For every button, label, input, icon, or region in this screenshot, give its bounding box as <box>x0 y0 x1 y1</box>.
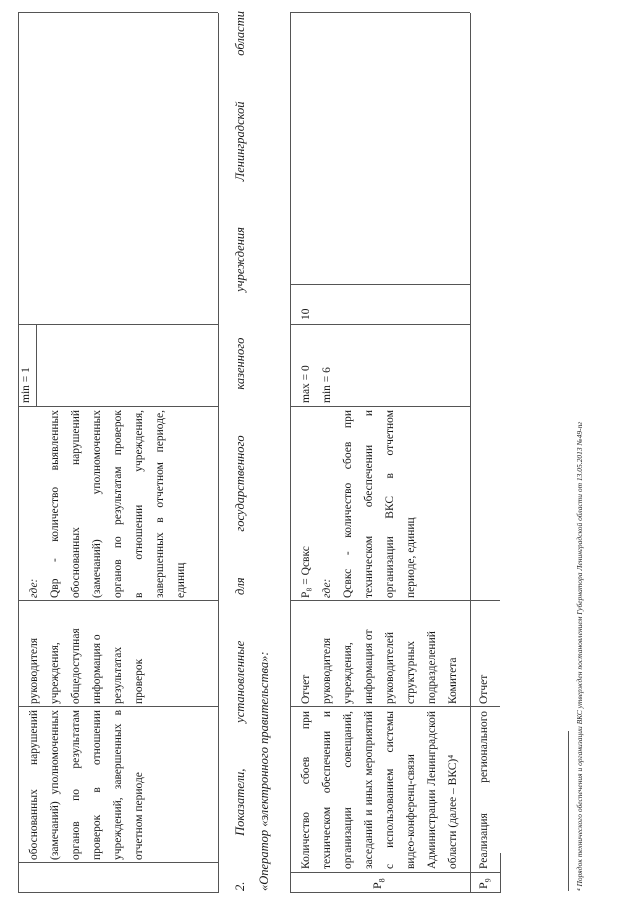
table1-source-line: руководителя <box>28 637 40 704</box>
table2-p8-limits-cell <box>296 327 338 403</box>
table1-source-line: информация о <box>91 634 103 704</box>
p9-name-line: Реализация регионального <box>478 711 490 869</box>
table1-formula-line: Qвр - количество выявленных <box>49 410 61 598</box>
section-2-heading-line-2: «Оператор «электронного правительства»: <box>257 651 271 891</box>
p8-formula-line: Qсвкс - количество сбоев при <box>342 410 354 598</box>
table1-name-line: органов по результатам <box>70 710 82 860</box>
table2-p8-formula-cell <box>296 410 422 598</box>
p9-source-line: Отчет <box>478 674 490 704</box>
table1-formula-line: обоснованных нарушений <box>70 410 82 598</box>
table1-source-cell <box>24 604 150 704</box>
table1-formula-line: (замечаний) уполномоченных <box>91 410 103 598</box>
indicator-p9-subscript: 9 <box>483 878 493 883</box>
table1-formula-line: единиц <box>175 562 187 598</box>
p8-source-line: учреждения, <box>342 642 354 704</box>
indicator-p8-subscript: 8 <box>377 878 387 883</box>
table1-limit-line: min = 1 <box>20 367 32 403</box>
table1-name-line: (замечаний) уполномоченных <box>49 710 61 860</box>
table2-p9-name-cell <box>474 711 495 869</box>
p8-name-line: заседаний и иных мероприятий <box>363 711 375 869</box>
table2-p9-source-cell <box>474 604 495 704</box>
p8-limit-max: max = 0 <box>300 365 312 403</box>
table1-name-line: учреждений, завершенных в <box>112 710 124 860</box>
p8-formula-line: периоде, единиц <box>405 517 417 598</box>
p8-name-line: организации совещаний, <box>342 711 354 869</box>
section-2-heading-line-1: 2. Показатели, установленные для государственного казенного учреждения Ленинградской области <box>233 11 247 891</box>
p8-name-line: видео-конференц-связи <box>405 754 417 869</box>
p8-score: 10 <box>300 308 312 320</box>
p8-formula-line: P₈ = Qсвкс <box>300 546 312 598</box>
table1-source-line: учреждения, <box>49 642 61 704</box>
table1-name-line: обоснованных нарушений <box>28 710 40 860</box>
p8-source-line: структурных <box>405 640 417 704</box>
p8-source-line: Комитета <box>447 657 459 704</box>
p8-source-line: руководителя <box>321 637 333 704</box>
section-2-heading <box>228 11 276 891</box>
table1-source-line: общедоступная <box>70 628 82 704</box>
table1-formula-line: завершенных в отчетном периоде, <box>154 410 166 598</box>
p8-source-line: информация от <box>363 629 375 704</box>
p8-name-line: техническом обеспечении и <box>321 711 333 869</box>
p8-source-line: подразделений <box>426 631 438 704</box>
table1-formula-line: в отношении учреждения, <box>133 410 145 598</box>
p8-limit-min: min = 6 <box>321 367 333 403</box>
p8-formula-line: где: <box>321 578 333 598</box>
p8-name-line: области (далее – ВКС)⁴ <box>447 754 459 869</box>
table1-indicator-name-cell <box>24 710 150 860</box>
p8-formula-line: техническом обеспечении и <box>363 410 375 598</box>
p8-source-line: Отчет <box>300 674 312 704</box>
table1-source-line: результатах <box>112 646 124 704</box>
table1-formula-line: где: <box>28 578 40 598</box>
indicator-p8-label: $P_8$ <box>370 878 387 889</box>
table2-p8-source-cell <box>296 604 464 704</box>
table1-name-line: проверок в отношении <box>91 710 103 860</box>
p8-name-line: Количество сбоев при <box>300 711 312 869</box>
p8-name-line: Администрации Ленинградской <box>426 711 438 869</box>
footnote-text: ⁴ Порядок технического обеспечения и организации ВКС утвержден постановлением Губернатора Ленинградской области от 13.05.2013 №49-пг <box>575 421 584 891</box>
table1-formula-cell <box>24 410 192 598</box>
table2-p8-score-cell <box>296 288 317 320</box>
table1-formula-line: органов по результатам проверок <box>112 410 124 598</box>
p8-name-line: с использованием системы <box>384 711 396 869</box>
table1-name-line: отчетном периоде <box>133 772 145 860</box>
p8-formula-line: организации ВКС в отчетном <box>384 410 396 598</box>
indicator-p9-label: $P_9$ <box>476 878 493 889</box>
table2-p8-name-cell <box>296 711 464 869</box>
table1-source-line: проверок <box>133 658 145 704</box>
footnote <box>574 11 586 891</box>
p8-source-line: руководителей <box>384 631 396 704</box>
table1-limit-cell <box>16 327 37 403</box>
